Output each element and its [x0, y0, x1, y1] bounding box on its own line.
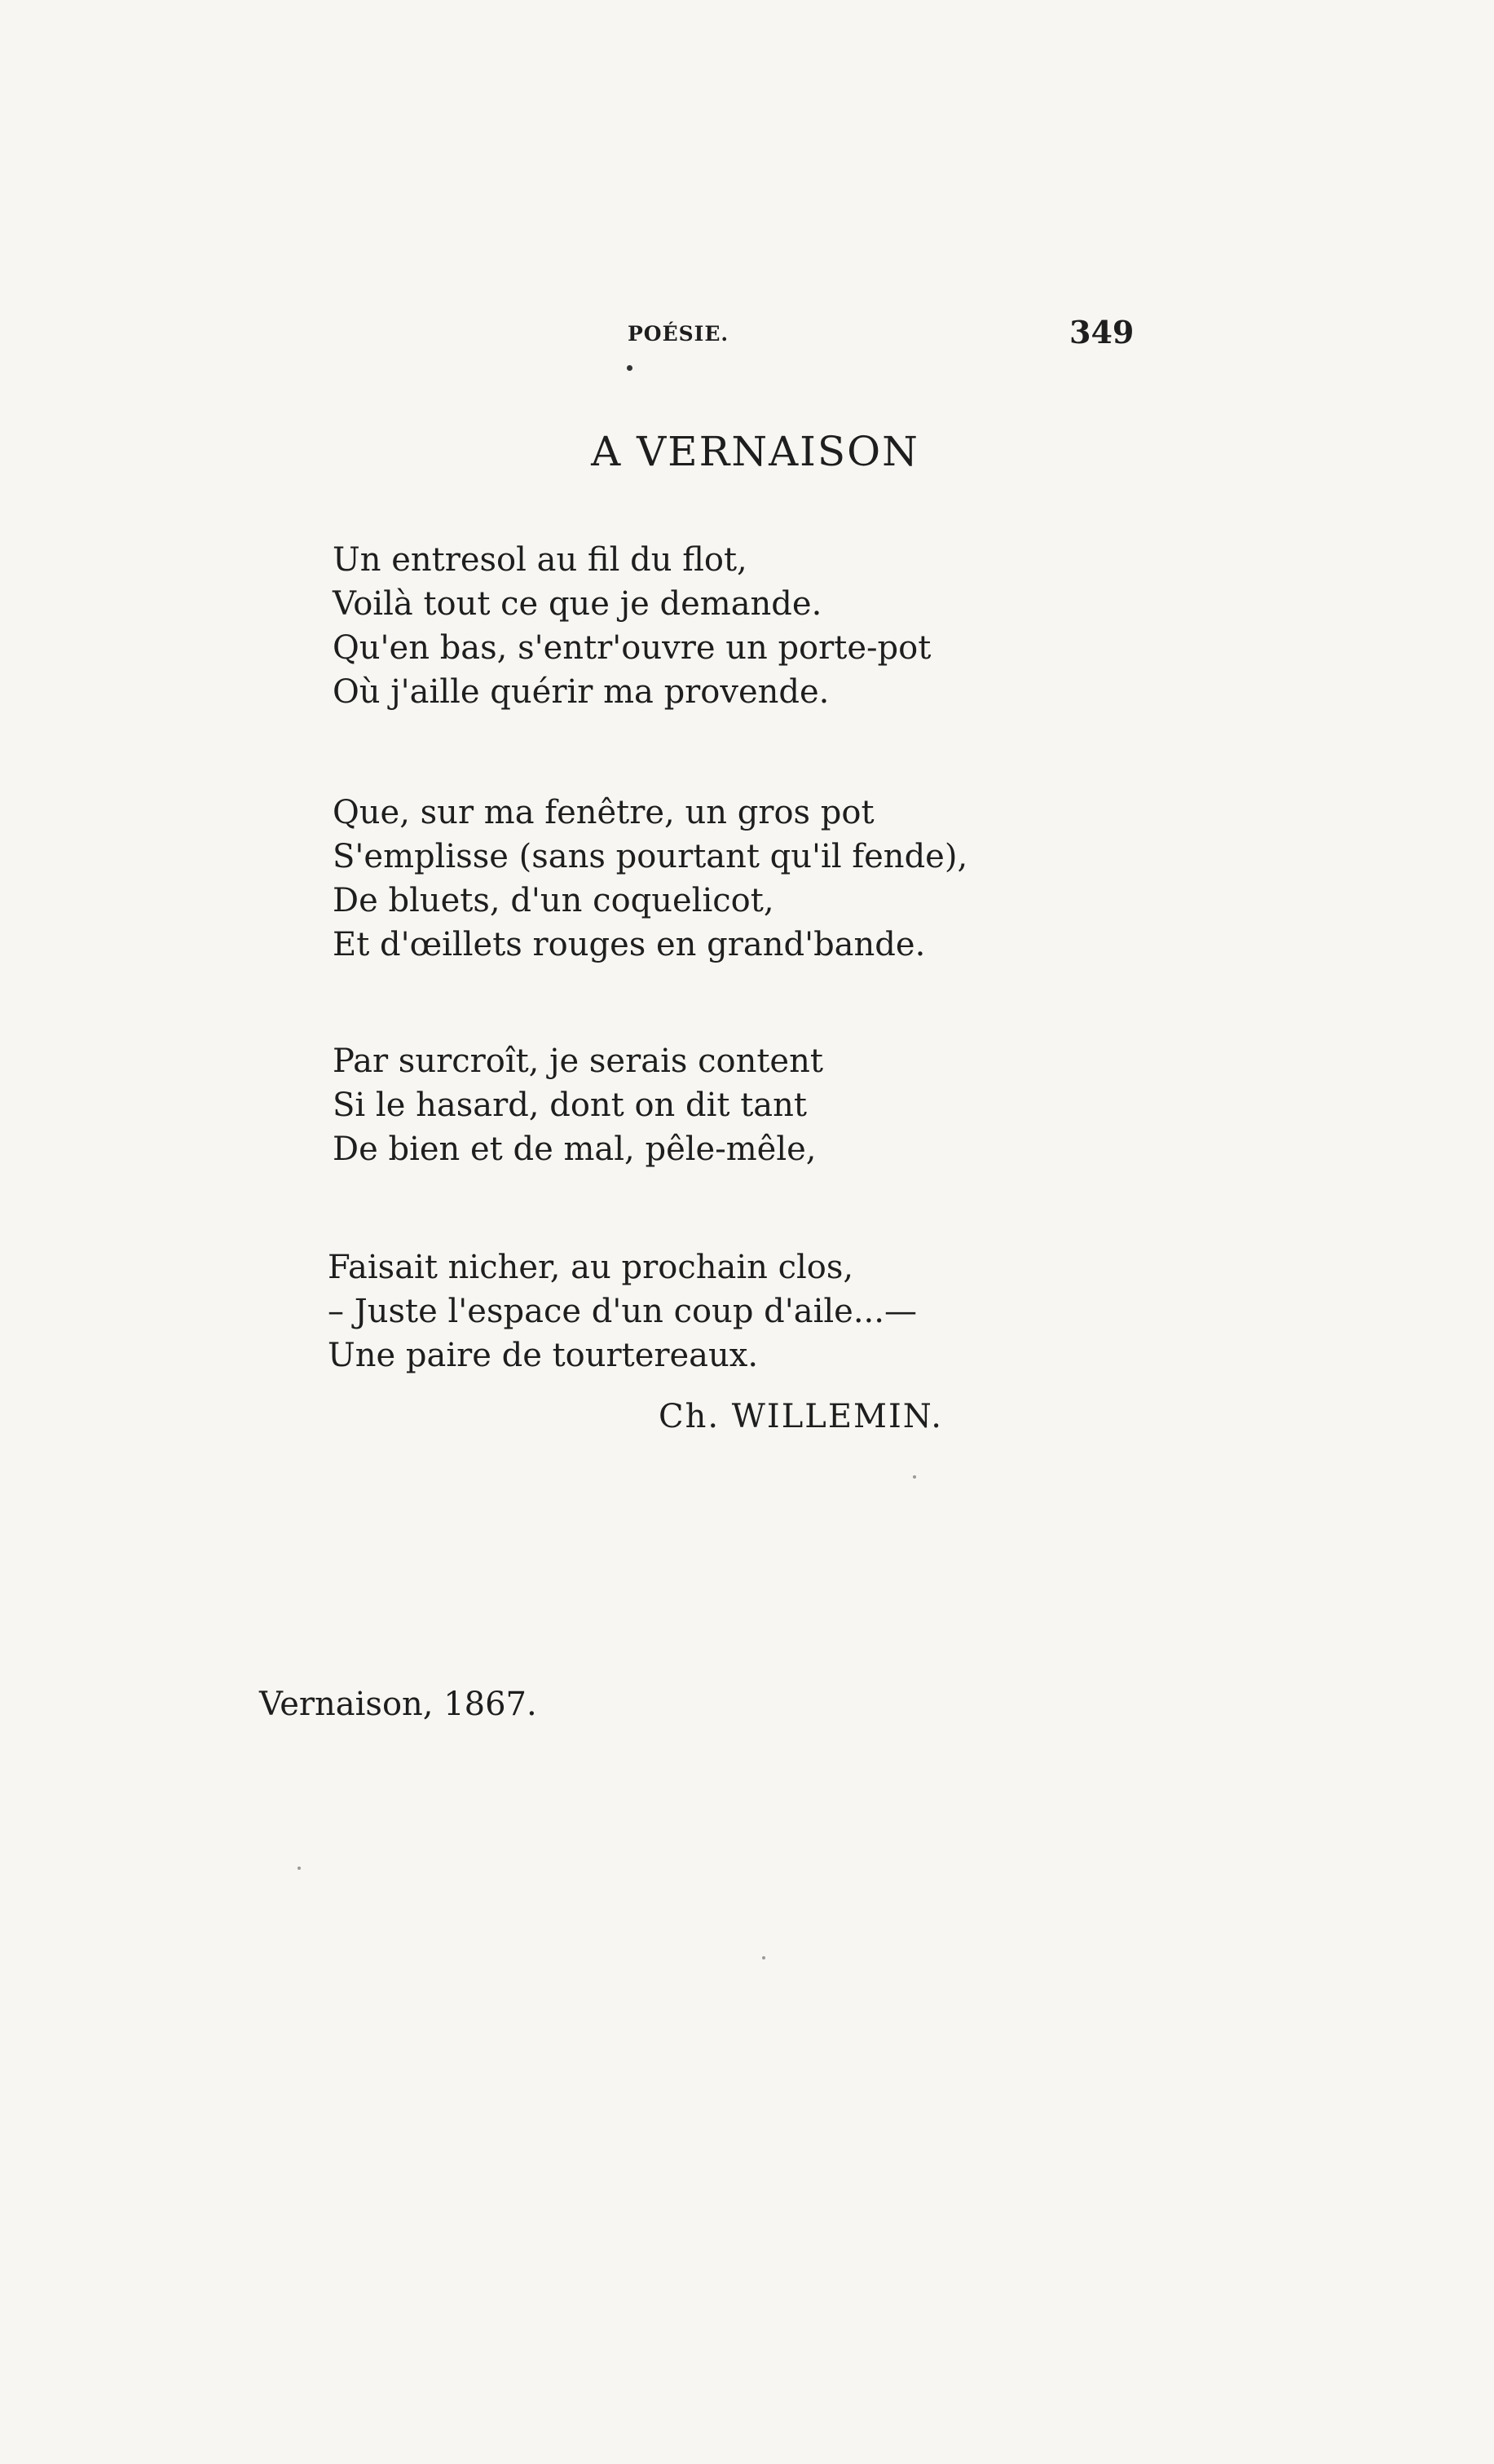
paper-speck: [762, 1956, 765, 1959]
verse-line: Une paire de tourtereaux.: [328, 1337, 759, 1374]
verse-line: – Juste l'espace d'un coup d'aile...—: [328, 1293, 917, 1330]
stanza-4: [328, 1245, 917, 1377]
verse-line: S'emplisse (sans pourtant qu'il fende),: [333, 838, 968, 875]
author-signature: Ch. WILLEMIN.: [659, 1398, 943, 1435]
paper-speck: [913, 1475, 916, 1479]
verse-line: Faisait nicher, au prochain clos,: [328, 1249, 854, 1286]
page-number: 349: [1069, 314, 1135, 350]
verse-line: Que, sur ma fenêtre, un gros pot: [333, 794, 875, 831]
paper-speck: [297, 1867, 301, 1870]
verse-line: De bluets, d'un coquelicot,: [333, 882, 774, 919]
running-head: POÉSIE.: [628, 322, 729, 346]
ink-dot: [627, 365, 632, 371]
verse-line: Un entresol au fil du flot,: [333, 541, 747, 579]
verse-line: Voilà tout ce que je demande.: [333, 585, 822, 623]
verse-line: Où j'aille quérir ma provende.: [333, 673, 830, 711]
stanza-1: [333, 538, 931, 714]
poem-title: A VERNAISON: [591, 428, 919, 475]
verse-line: Si le hasard, dont on dit tant: [333, 1087, 807, 1124]
verse-line: Par surcroît, je serais content: [333, 1042, 823, 1080]
place-date: Vernaison, 1867.: [259, 1686, 537, 1723]
stanza-2: [333, 791, 967, 967]
verse-line: Et d'œillets rouges en grand'bande.: [333, 926, 926, 963]
verse-line: Qu'en bas, s'entr'ouvre un porte-pot: [333, 629, 932, 667]
stanza-3: [333, 1039, 823, 1171]
verse-line: De bien et de mal, pêle-mêle,: [333, 1131, 817, 1168]
